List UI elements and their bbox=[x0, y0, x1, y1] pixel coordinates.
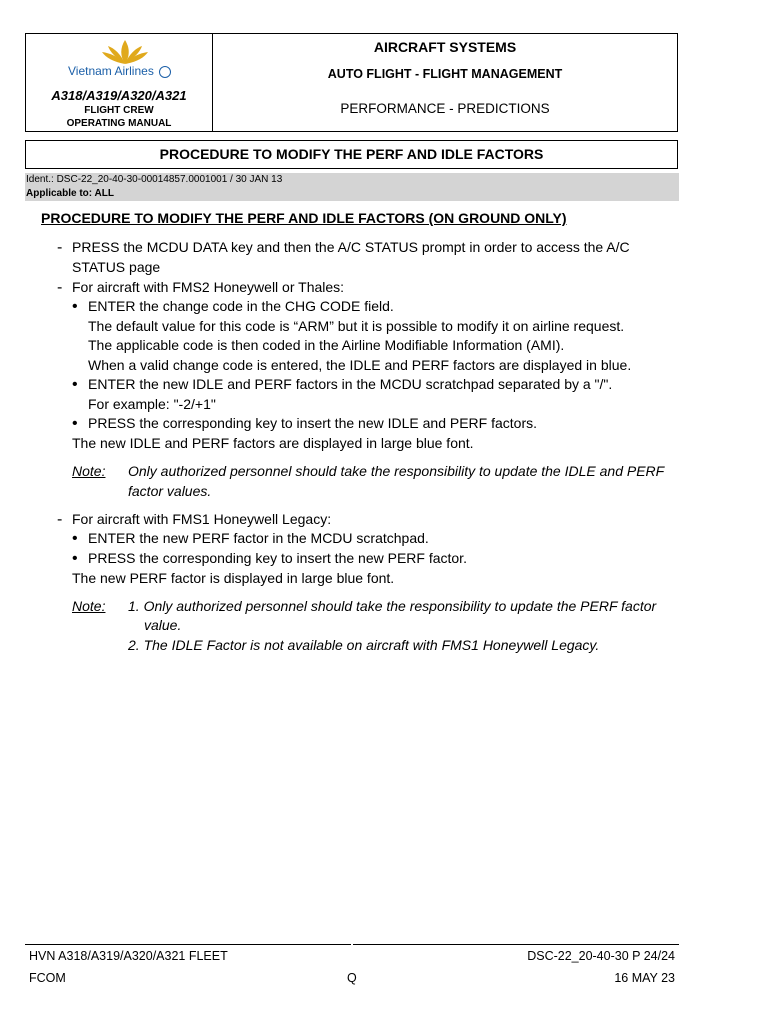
step-text: ENTER the new IDLE and PERF factors in the MCDU scratchpad separated by a "/". bbox=[88, 376, 613, 392]
footer-divider bbox=[25, 944, 351, 945]
step-text: For aircraft with FMS1 Honeywell Legacy: bbox=[72, 511, 332, 527]
step-text: The new PERF factor is displayed in large blue font. bbox=[72, 570, 395, 586]
header-logo-cell bbox=[26, 34, 213, 131]
dash-marker: - bbox=[57, 279, 63, 296]
header-title-cell bbox=[213, 34, 677, 131]
footer-doc-page: DSC-22_20-40-30 P 24/24 bbox=[527, 949, 675, 963]
note-text: value. bbox=[144, 617, 182, 633]
step-text: The default value for this code is “ARM” but it is possible to modify it on airline request. bbox=[88, 318, 625, 334]
document-header bbox=[25, 33, 678, 132]
step-text: For aircraft with FMS2 Honeywell or Thales: bbox=[72, 279, 345, 295]
step-text: For example: "-2/+1" bbox=[88, 396, 216, 412]
step-text: ENTER the new PERF factor in the MCDU scratchpad. bbox=[88, 530, 429, 546]
step-text: PRESS the MCDU DATA key and then the A/C STATUS prompt in order to access the A/C bbox=[72, 239, 630, 255]
step-text: The new IDLE and PERF factors are displayed in large blue font. bbox=[72, 435, 474, 451]
step-text: PRESS the corresponding key to insert the new PERF factor. bbox=[88, 550, 467, 566]
dash-marker: - bbox=[57, 511, 63, 528]
dash-marker: - bbox=[57, 239, 63, 256]
footer-fcom: FCOM bbox=[29, 971, 66, 985]
procedure-title: PROCEDURE TO MODIFY THE PERF AND IDLE FACTORS (ON GROUND ONLY) bbox=[41, 210, 567, 226]
system-title: AIRCRAFT SYSTEMS bbox=[373, 39, 517, 55]
subsystem-title: AUTO FLIGHT - FLIGHT MANAGEMENT bbox=[327, 67, 563, 81]
footer-fleet: HVN A318/A319/A320/A321 FLEET bbox=[29, 949, 228, 963]
section-title: PERFORMANCE - PREDICTIONS bbox=[340, 101, 550, 116]
note-text: factor values. bbox=[128, 483, 212, 499]
note-text: Only authorized personnel should take the responsibility to update the IDLE and PERF bbox=[128, 463, 665, 479]
aircraft-models: A318/A319/A320/A321 bbox=[51, 88, 187, 103]
note-label: Note: bbox=[72, 463, 106, 479]
footer-date: 16 MAY 23 bbox=[614, 971, 675, 985]
step-text: STATUS page bbox=[72, 259, 161, 275]
note-text: 2. The IDLE Factor is not available on aircraft with FMS1 Honeywell Legacy. bbox=[128, 637, 600, 653]
note-text: 1. Only authorized personnel should take the responsibility to update the PERF factor bbox=[128, 598, 657, 614]
ident-block bbox=[25, 173, 679, 201]
bullet-marker: • bbox=[72, 550, 78, 567]
page-title: PROCEDURE TO MODIFY THE PERF AND IDLE FACTORS bbox=[25, 140, 678, 169]
brand-wordmark: Vietnam Airlines bbox=[68, 64, 171, 78]
bullet-marker: • bbox=[72, 298, 78, 315]
globe-icon bbox=[159, 66, 171, 78]
manual-name: FLIGHT CREW OPERATING MANUAL bbox=[66, 105, 172, 129]
footer-divider bbox=[353, 944, 679, 945]
ident-text: Ident.: DSC-22_20-40-30-00014857.0001001 / 30 JAN 13 bbox=[26, 174, 283, 185]
step-text: When a valid change code is entered, the IDLE and PERF factors are displayed in blue. bbox=[88, 357, 632, 373]
bullet-marker: • bbox=[72, 415, 78, 432]
step-text: ENTER the change code in the CHG CODE field. bbox=[88, 298, 394, 314]
step-text: PRESS the corresponding key to insert the new IDLE and PERF factors. bbox=[88, 415, 537, 431]
bullet-marker: • bbox=[72, 376, 78, 393]
footer-q: Q bbox=[347, 971, 357, 985]
note-label: Note: bbox=[72, 598, 106, 614]
applicable-text: Applicable to: ALL bbox=[26, 188, 114, 199]
bullet-marker: • bbox=[72, 530, 78, 547]
step-text: The applicable code is then coded in the Airline Modifiable Information (AMI). bbox=[88, 337, 565, 353]
